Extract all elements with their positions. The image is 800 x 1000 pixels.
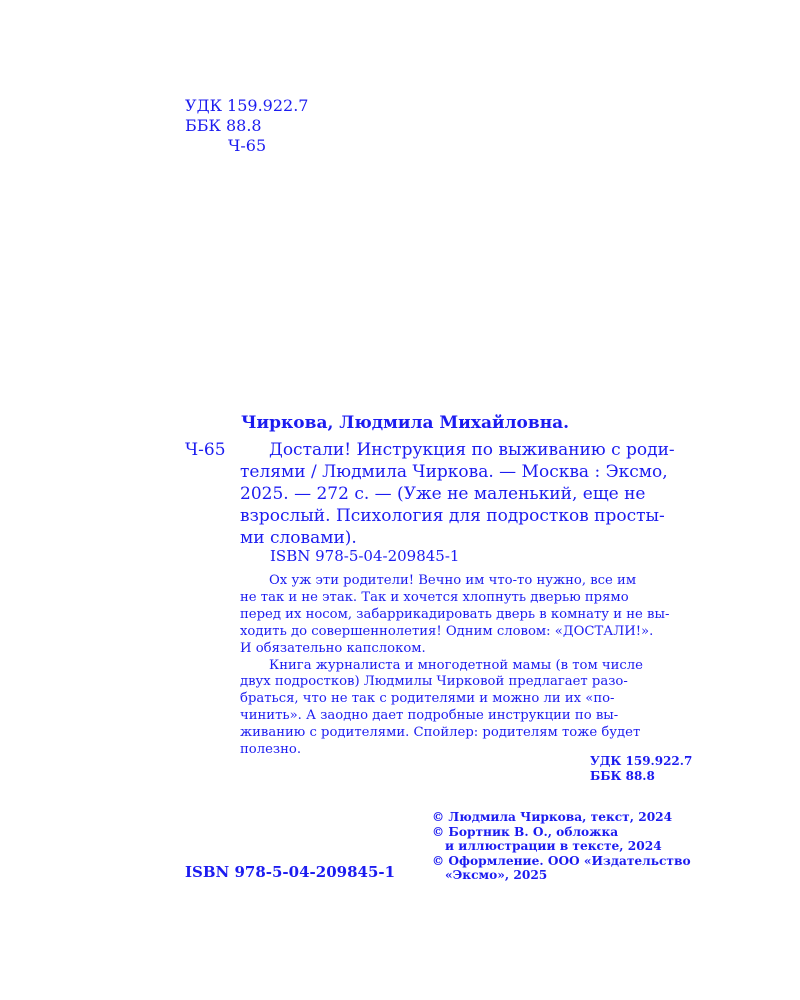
abstract-line: чинить». А заодно дает подробные инструкции по вы-	[240, 708, 619, 724]
description-line: 2025. — 272 с. — (Уже не маленький, еще не	[240, 484, 646, 504]
bbk-code: ББК 88.8	[185, 116, 262, 135]
description-line: телями / Людмила Чиркова. — Москва : Эксмо,	[240, 462, 668, 482]
udk-code: УДК 159.922.7	[185, 96, 309, 115]
author-name: Чиркова, Людмила Михайловна.	[241, 413, 570, 433]
abstract-line: перед их носом, забаррикадировать дверь в комнату и не вы-	[240, 606, 670, 622]
footer-udk: УДК 159.922.7	[590, 754, 693, 768]
copyright-line: «Эксмо», 2025	[445, 868, 548, 883]
abstract-line: браться, что не так с родителями и можно ли их «по-	[240, 691, 615, 707]
isbn-bottom: ISBN 978-5-04-209845-1	[185, 863, 396, 881]
copyright-line: © Оформление. ООО «Издательство	[432, 853, 691, 868]
footer-bbk: ББК 88.8	[590, 769, 655, 783]
bibliographic-description	[240, 439, 690, 549]
abstract-line: полезно.	[240, 742, 302, 758]
classification-block	[185, 96, 308, 156]
isbn-record: ISBN 978-5-04-209845-1	[270, 547, 460, 565]
abstract-line: Книга журналиста и многодетной мамы (в том числе	[269, 657, 643, 673]
abstract-line: двух подростков) Людмилы Чирковой предлагает разо-	[240, 674, 628, 690]
abstract-line: И обязательно капслоком.	[240, 640, 426, 656]
footer-classification	[590, 754, 692, 784]
description-line: Достали! Инструкция по выживанию с роди-	[269, 440, 675, 460]
abstract-line: не так и не этак. Так и хочется хлопнуть дверью прямо	[240, 589, 629, 605]
copyright-line: © Бортник В. О., обложка	[432, 824, 619, 839]
copyright-line: © Людмила Чиркова, текст, 2024	[432, 810, 673, 824]
abstract	[240, 573, 689, 759]
description-line: взрослый. Психология для подростков просты-	[240, 506, 665, 526]
abstract-line: живанию с родителями. Спойлер: родителям тоже будет	[240, 725, 641, 741]
description-line: ми словами).	[240, 528, 357, 548]
abstract-line: ходить до совершеннолетия! Одним словом: «ДОСТАЛИ!».	[240, 623, 654, 639]
copyright-line: и иллюстрации в тексте, 2024	[445, 839, 662, 854]
author-mark: Ч-65	[228, 136, 267, 155]
copyright-block	[432, 810, 691, 883]
abstract-line: Ох уж эти родители! Вечно им что-то нужно, все им	[269, 573, 637, 588]
author-mark-code: Ч-65	[185, 440, 226, 460]
